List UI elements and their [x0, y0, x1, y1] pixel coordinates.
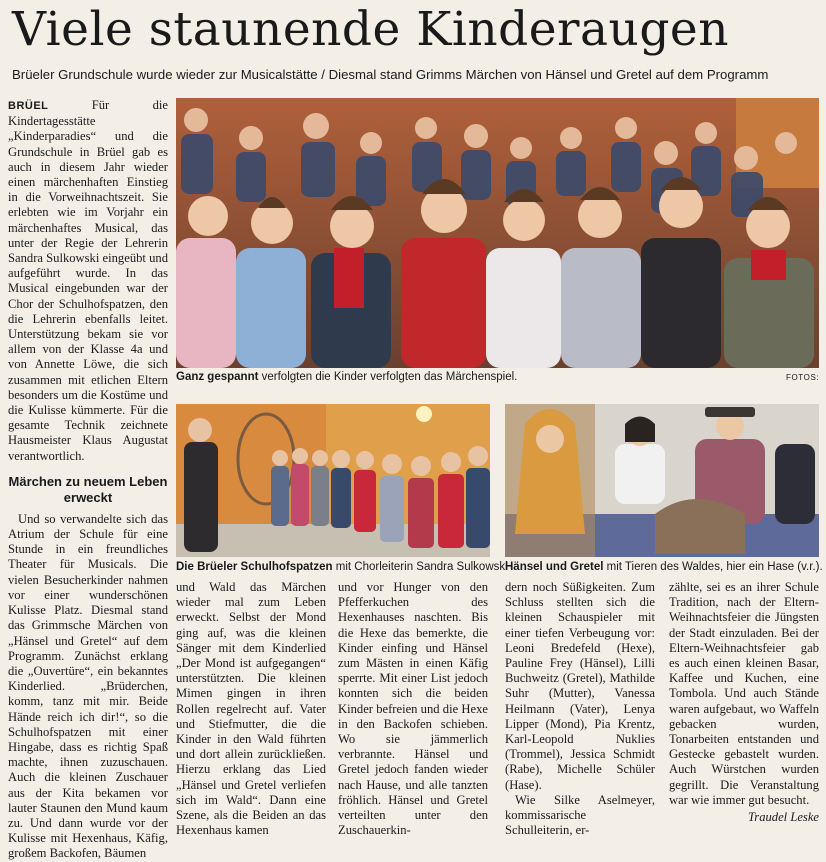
article-column-1 — [8, 98, 168, 862]
dateline: BRÜEL — [8, 100, 49, 112]
subheadline: Brüeler Grundschule wurde wieder zur Musicalstätte / Diesmal stand Grimms Märchen von Hänsel und Gretel auf dem Programm — [12, 67, 769, 82]
haensel-gretel-photo-image — [505, 404, 819, 557]
caption-lead: Die Brüeler Schulhofspatzen — [176, 561, 333, 573]
caption-lead: Ganz gespannt — [176, 371, 259, 383]
article-column-2 — [176, 580, 326, 838]
body-paragraph: dern noch Süßigkeiten. Zum Schluss stellten sich die kleinen Schauspieler mit einer tiefen Verbeugung vor: Leoni Bredefeld (Hexe), Pauline Frey (Hänsel), Lilli Buchweitz (Gretel), Mathilde Suhr (Mutter), Vanessa Heilmann (Vater), Lenya Lipper (Mond), Pia Krentz, Karl-Leopold Nuklies (Trommel), Jessica Schmidt (Rabe), Michelle Schüler (Hase). — [505, 580, 655, 792]
intro-paragraph — [8, 98, 168, 464]
article-column-3 — [338, 580, 488, 838]
section-subhead: Märchen zu neuem Leben erweckt — [8, 473, 168, 505]
article-column-4 — [505, 580, 655, 838]
caption-text: mit Chorleiterin Sandra Sulkowski — [332, 561, 508, 573]
body-paragraph: zählte, sei es an ihrer Schule Tradition, nach der Eltern-Weihnachtsfeier die Jüngsten der Stadt einzuladen. Bei der Eltern-Weihnachtsfeier gab es auch einen kleinen Basar, Kaffee und Kuchen, eine Tombola. Und auch Stände waren aufgebaut, wo Waffeln gebacken wurden, Tonarbeiten entstanden und Gestecke gebastelt wurden. Auch Würstchen wurden gegrillt. Die Veranstaltung war wie immer gut besucht. — [669, 580, 819, 807]
article-column-5 — [669, 580, 819, 825]
body-paragraph: und vor Hunger von den Pfefferkuchen des Hexenhauses naschten. Bis die Hexe das bemerkte, die Kinder einfing und Hänsel zum Mästen in einen Käfig sperrte. Mit einer List jedoch konnten sich die beiden Kinder befreien und die Hexe in den Backofen schieben. Wo sie jämmerlich verbrannte. Hänsel und Gretel jedoch fanden wieder nach Hause, und alle tanzten fröhlich. Hänsel und Gretel verteilten unter den Zuschauerkin- — [338, 580, 488, 838]
photo-credit: FOTOS: — [786, 373, 820, 382]
headline: Viele staunende Kinderaugen — [12, 2, 729, 57]
caption-text: verfolgten die Kinder verfolgten das Märchenspiel. — [258, 371, 518, 383]
choir-photo-image — [176, 404, 490, 557]
audience-children-photo — [176, 98, 819, 368]
haensel-gretel-caption — [505, 560, 823, 574]
body-paragraph: und Wald das Märchen wieder mal zum Leben erweckt. Selbst der Mond ging auf, was die kleinen Sänger mit dem Kinderlied „Der Mond ist aufgegangen“ unterstützten. Die kleinen Mimen gingen in ihren Rollen regelrecht auf. Vater und Stiefmutter, die die Kinder in den Wald führten und dort allein zurückließen. Hierzu erklang das Lied „Hänsel und Gretel verliefen sich im Wald“. Dann eine Szene, als die Beiden an das Hexenhaus kamen — [176, 580, 326, 838]
caption-text: mit Tieren des Waldes, hier ein Hase (v.r.). — [603, 561, 823, 573]
body-paragraph: Und so verwandelte sich das Atrium der Schule für eine Stunde in ein freundliches Theater für Musicals. Die vielen Besucherkinder nahmen vor einer wunderschönen Kulisse Platz. Diesmal stand das Grimmsche Märchen von „Hänsel und Gretel“ auf dem Programm. Zunächst erklang die „Ouvertüre“, ein bekanntes Kinderlied. „Brüderchen, komm, tanz mit mir. Beide Hände reich ich dir!“, so die Schulhofspatzen mit einer Hingabe, dass es richtig Spaß machte, ihnen zuzuschauen. Auch die kleinen Zuschauer aus der Kita bekamen vor lauter Staunen den Mund kaum zu. Und dann wurde vor der Kulisse mit Hexenhaus, Käfig, großem Backofen, Bäumen — [8, 511, 168, 861]
haensel-gretel-photo — [505, 404, 819, 557]
main-photo — [176, 98, 819, 368]
body-paragraph: Wie Silke Aselmeyer, kommissarische Schulleiterin, er- — [505, 792, 655, 838]
author-byline: Traudel Leske — [747, 810, 819, 825]
main-photo-caption — [176, 370, 776, 384]
choir-photo-caption — [176, 560, 508, 574]
intro-text: Für die Kindertagesstätte „Kinderparadies“ und die Grundschule in Brüel gab es auch in diesem Jahr wieder einen märchenhaften Einstieg in die Vorweihnachtszeit. Sie erlebten wie im Vorjahr ein märchenhaftes Musical, das unter der Regie der Lehrerin Sandra Sulkowski eingeübt und aufgeführt wurde. In das Musical eingebunden war der Chor der Schulhofspatzen, den die Lehrerin ebenfalls leitet. Unterstützung bekam sie vor allem von der Klasse 4a und von Annette Löwe, die sich zusammen mit etlichen Eltern besonders um die Kostüme und die Kulisse kümmerte. Für die gesamte Technik zeichnete Hausmeister Klaus Augustat verantwortlich. — [8, 98, 168, 463]
caption-lead: Hänsel und Gretel — [505, 561, 604, 573]
choir-photo — [176, 404, 490, 557]
